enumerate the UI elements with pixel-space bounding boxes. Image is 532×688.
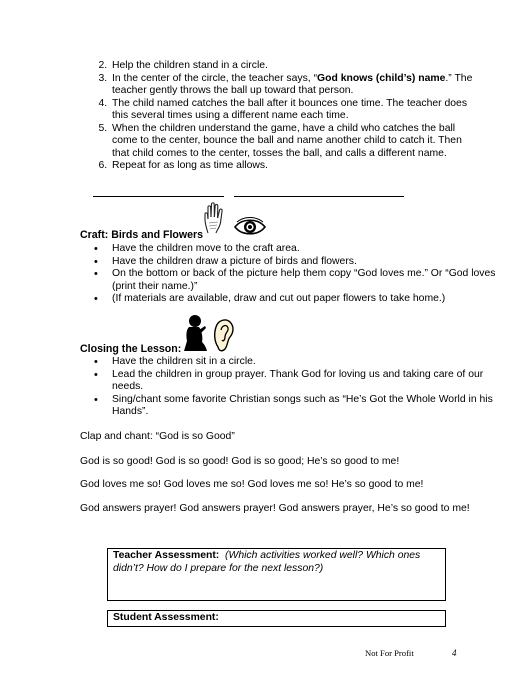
chant-intro: Clap and chant: “God is so Good” xyxy=(80,431,235,442)
chant-line: God is so good! God is so good! God is so good; He’s so good to me! xyxy=(80,456,400,467)
footer-note: Not For Profit xyxy=(365,648,414,658)
student-assessment-label: Student Assessment: xyxy=(113,612,219,623)
teacher-assessment-box[interactable] xyxy=(107,548,446,601)
hand-icon xyxy=(202,201,228,235)
list-item: • On the bottom or back of the picture help them copy “God loves me.” Or “God loves (print their name.)” xyxy=(110,268,510,293)
game-steps-list xyxy=(80,60,480,173)
eye-icon xyxy=(234,217,266,237)
chant-line: God loves me so! God loves me so! God loves me so! He’s so good to me! xyxy=(80,479,424,490)
craft-bullet-list xyxy=(80,243,510,306)
list-item: • Have the children draw a picture of birds and flowers. xyxy=(110,256,510,269)
craft-heading: Craft: Birds and Flowers xyxy=(80,229,204,241)
step-bold-phrase: God knows (child’s) name xyxy=(317,72,446,84)
chant-line: God answers prayer! God answers prayer! God answers prayer, He’s so good to me! xyxy=(80,503,470,514)
closing-bullet-list xyxy=(80,356,510,419)
list-item: • Sing/chant some favorite Christian songs such as “He’s Got the Whole World in his Hands”. xyxy=(110,394,510,419)
section-divider-right xyxy=(234,196,404,197)
step-item: 3. In the center of the circle, the teacher says, “God knows (child’s) name.” The teacher gently throws the ball up toward that person. xyxy=(110,73,480,98)
step-item: 6. Repeat for as long as time allows. xyxy=(110,160,480,173)
page-number: 4 xyxy=(452,648,457,658)
list-item: • (If materials are available, draw and cut out paper flowers to take home.) xyxy=(110,293,510,306)
student-assessment-box[interactable] xyxy=(107,610,446,627)
step-item: 5. When the children understand the game, have a child who catches the ball come to the center, bounce the ball and name another child to catch it. Then that child comes to the center, tosses the ball, and calls a different name. xyxy=(110,123,480,161)
praying-child-icon xyxy=(180,314,210,354)
teacher-assessment-prompt: (Which activities worked well? Which ones didn’t? How do I prepare for the next lesson?) xyxy=(113,550,421,574)
step-item: 4. The child named catches the ball after it bounces one time. The teacher does this several times using a different name each time. xyxy=(110,98,480,123)
list-item: • Have the children sit in a circle. xyxy=(110,356,510,369)
step-item: 2. Help the children stand in a circle. xyxy=(110,60,480,73)
teacher-assessment-label: Teacher Assessment: xyxy=(113,550,220,561)
ear-icon xyxy=(212,317,236,353)
list-item: • Lead the children in group prayer. Thank God for loving us and taking care of our needs. xyxy=(110,369,510,394)
section-divider-left xyxy=(93,196,224,197)
list-item: • Have the children move to the craft area. xyxy=(110,243,510,256)
closing-heading: Closing the Lesson: xyxy=(80,343,182,355)
